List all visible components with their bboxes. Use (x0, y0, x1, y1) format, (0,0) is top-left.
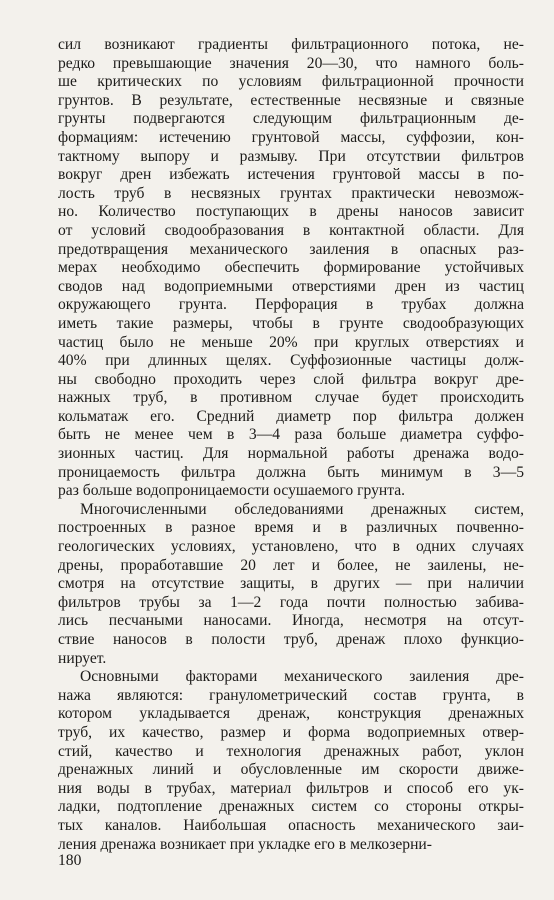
text-line: фильтров трубы за 1—2 года почти полностью забива- (58, 593, 524, 611)
text-line: построенных в разное время и в различных почвенно- (58, 519, 524, 537)
text-line: но. Количество поступающих в дрены наносов зависит (58, 203, 524, 221)
text-line: грунты подвергаются следующим фильтрационным де- (58, 110, 524, 128)
text-line: кольматаж его. Средний диаметр пор фильтра должен (58, 407, 524, 425)
text-line: дренажных линий и обусловленные им скорости движе- (58, 761, 524, 779)
text-line: лись песчаными наносами. Иногда, несмотря на отсут- (58, 612, 524, 630)
text-line: окружающего грунта. Перфорация в трубах должна (58, 296, 524, 314)
text-line: труб, их качество, размер и форма водоприемных отвер- (58, 723, 524, 741)
paragraph-2 (58, 501, 524, 668)
text-line: быть не менее чем в 3—4 раза больше диаметра суффо- (58, 426, 524, 444)
text-line: смотря на отсутствие защиты, в других — при наличии (58, 575, 524, 593)
text-line: геологических условиях, установлено, что в одних случаях (58, 538, 524, 556)
text-line: мерах необходимо обеспечить формирование устойчивых (58, 259, 524, 277)
text-line: вокруг дрен избежать истечения грунтовой массы в по- (58, 166, 524, 184)
text-line: иметь такие размеры, чтобы в грунте сводообразующих (58, 314, 524, 332)
text-line: тактному выпору и размыву. При отсутствии фильтров (58, 147, 524, 165)
text-line: формациям: истечению грунтовой массы, суффозии, кон- (58, 128, 524, 146)
text-line: тых каналов. Наибольшая опасность механического заи- (58, 816, 524, 834)
text-line: котором укладывается дренаж, конструкция дренажных (58, 705, 524, 723)
text-line: частиц было не меньше 20% при круглых отверстиях и (58, 333, 524, 351)
text-line: редко превышающие значения 20—30, что намного боль- (58, 54, 524, 72)
text-line: ладки, подтопление дренажных систем со стороны откры- (58, 798, 524, 816)
text-line: сил возникают градиенты фильтрационного потока, не- (58, 36, 524, 53)
text-line: ствие наносов в полости труб, дренаж плохо функцио- (58, 631, 524, 648)
text-line: от условий сводообразования в контактной области. Для (58, 221, 524, 239)
page-text (58, 36, 524, 854)
text-line: нажа являются: гранулометрический состав грунта, в (58, 686, 524, 704)
page-number: 180 (58, 852, 82, 869)
text-line: Основными факторами механического заиления дре- (80, 668, 524, 686)
text-line: раз больше водопроницаемости осушаемого грунта. (58, 482, 406, 500)
text-line: ше критических по условиям фильтрационной прочности (58, 73, 524, 91)
text-line: 40% при длинных щелях. Суффозионные частицы долж- (58, 352, 524, 370)
text-line: ления дренажа возникает при укладке его в мелкозерни- (58, 835, 432, 853)
text-line: предотвращения механического заиления в опасных раз- (58, 240, 524, 258)
paragraph-1 (58, 36, 524, 501)
text-line: ны свободно проходить через слой фильтра вокруг дре- (58, 370, 524, 388)
text-line: проницаемость фильтра должна быть минимум в 3—5 (58, 463, 524, 481)
text-line: нажных труб, в противном случае будет происходить (58, 389, 524, 407)
text-line: нирует. (58, 649, 107, 667)
text-line: зионных частиц. Для нормальной работы дренажа водо- (58, 445, 524, 463)
text-line: дрены, проработавшие 20 лет и более, не заилены, не- (58, 556, 524, 574)
text-line: грунтов. В результате, естественные несвязные и связные (58, 91, 524, 109)
text-line: сводов над водоприемными отверстиями дрен из частиц (58, 277, 524, 295)
paragraph-3 (58, 668, 524, 854)
text-line: ния воды в трубах, материал фильтров и способ его ук- (58, 779, 524, 797)
text-line: Многочисленными обследованиями дренажных систем, (80, 500, 524, 518)
text-line: лость труб в несвязных грунтах практически невозмож- (58, 184, 524, 202)
text-line: стий, качество и технология дренажных работ, уклон (58, 742, 524, 760)
